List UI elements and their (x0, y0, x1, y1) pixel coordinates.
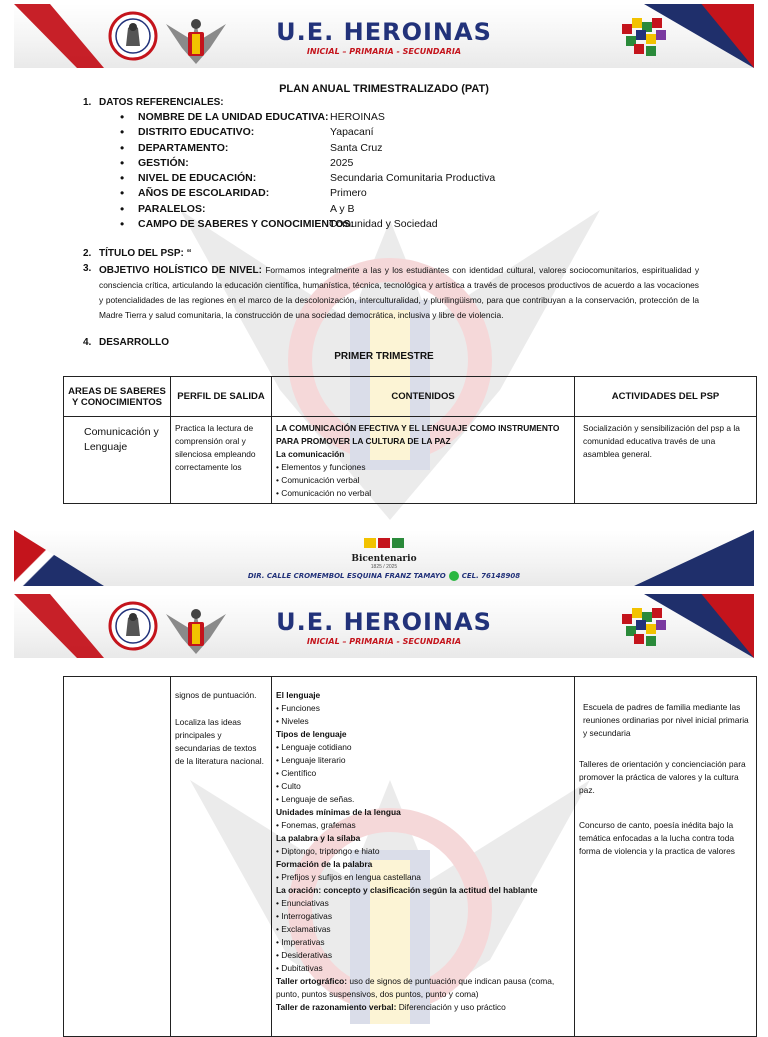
contenidos-cell (272, 677, 575, 1037)
list-item: • Niveles (276, 715, 570, 728)
trimester-title: PRIMER TRIMESTRE (334, 351, 434, 362)
section-objetivo-number (83, 263, 99, 274)
list-item: • Enunciativas (276, 897, 570, 910)
section-title: OBJETIVO HOLÍSTICO DE NIVEL: (99, 265, 262, 276)
contenido-heading: Taller ortográfico: (276, 976, 348, 986)
list-item: • Imperativas (276, 936, 570, 949)
field-label: DISTRITO EDUCATIVO: (138, 126, 255, 139)
table-row (64, 417, 757, 504)
list-item: • Diptongo, triptongo e hiato (276, 845, 570, 858)
school-name: U.E. HEROINAS (276, 18, 492, 46)
footer-banner (0, 530, 768, 586)
area-cell-empty (64, 677, 171, 1037)
field-value: Yapacaní (330, 126, 374, 139)
field-value: A y B (330, 202, 355, 215)
field-label: DEPARTAMENTO: (138, 141, 229, 154)
section-title: DESARROLLO (99, 337, 169, 348)
list-item: • Lenguaje literario (276, 754, 570, 767)
list-item: • Exclamativas (276, 923, 570, 936)
list-item: • Desiderativas (276, 949, 570, 962)
header-actividades: ACTIVIDADES DEL PSP (575, 377, 757, 417)
header-banner-page2 (0, 594, 768, 664)
phone-text: CEL. 76148908 (461, 572, 521, 580)
contenido-heading: La palabra y la sílaba (276, 833, 361, 843)
field-label: NIVEL DE EDUCACIÓN: (138, 172, 257, 185)
section-titulo-psp (83, 248, 192, 259)
table-header-row (64, 377, 757, 417)
list-item: • Fonemas, grafemas (276, 819, 570, 832)
bicentenario-200-icon (362, 537, 406, 549)
section-datos-referenciales (83, 97, 224, 108)
field-value: Secundaria Comunitaria Productiva (330, 172, 496, 185)
taller-razonamiento (276, 1001, 570, 1014)
field-label: PARALELOS: (138, 202, 206, 215)
taller-ortografico (276, 975, 570, 1001)
plan-table (63, 376, 757, 504)
list-item: • Culto (276, 780, 570, 793)
list-item: • Comunicación no verbal (276, 487, 570, 500)
actividad-text: Talleres de orientación y concienciación para promover la práctica de valores y la cultura paz. (579, 759, 746, 795)
plan-table-continued (63, 676, 757, 1037)
contenido-heading: Unidades mínimas de la lengua (276, 807, 401, 817)
plurinational-emblem-icon (616, 604, 672, 652)
area-cell: Comunicación y Lenguaje (64, 417, 171, 504)
header-contenidos: CONTENIDOS (272, 377, 575, 417)
perfil-cell: Practica la lectura de comprensión oral y silenciosa empleando correctamente los (171, 417, 272, 504)
actividad-cell: Socialización y sensibilización del psp a la comunidad educativa través de una asamblea general. (575, 417, 757, 504)
school-name: U.E. HEROINAS (276, 608, 492, 636)
table-row (64, 677, 757, 1037)
address-text: DIR. CALLE CROMEMBOL ESQUINA FRANZ TAMAYO (247, 572, 446, 580)
list-item: • Lenguaje de señas. (276, 793, 570, 806)
whatsapp-icon (449, 571, 459, 581)
field-label: CAMPO DE SABERES Y CONOCIMIENTOS: (138, 218, 354, 231)
document-title: PLAN ANUAL TRIMESTRALIZADO (PAT) (279, 83, 489, 95)
field-label: GESTIÓN: (138, 156, 189, 169)
bicentenario-text: Bicentenario (351, 554, 417, 564)
contenido-title: LA COMUNICACIÓN EFECTIVA Y EL LENGUAJE COMO INSTRUMENTO PARA PROMOVER LA CULTURA DE LA PAZ (276, 423, 560, 446)
field-value: Comunidad y Sociedad (329, 218, 438, 231)
contenidos-cell (272, 417, 575, 504)
field-value: HEROINAS (330, 111, 385, 123)
taller-text: Diferenciación y uso práctico (396, 1002, 506, 1012)
objetivo-holistico (99, 263, 699, 323)
contenido-heading: Taller de razonamiento verbal: (276, 1002, 397, 1012)
field-value: 2025 (330, 156, 354, 169)
field-value: Santa Cruz (330, 141, 383, 154)
header-areas: AREAS DE SABERES Y CONOCIMIENTOS (64, 377, 171, 417)
list-item: • Comunicación verbal (276, 474, 570, 487)
contenido-heading: La oración: concepto y clasificación según la actitud del hablante (276, 885, 538, 895)
plurinational-emblem-icon (616, 14, 672, 62)
actividad-text: Concurso de canto, poesía inédita bajo la temática enfocadas a la lucha contra toda forma de violencia y la practica de valores (579, 820, 735, 856)
field-label: AÑOS DE ESCOLARIDAD: (138, 187, 270, 200)
contenido-heading: Formación de la palabra (276, 859, 373, 869)
list-item: • Prefijos y sufijos en lengua castellana (276, 871, 570, 884)
footer-address (0, 571, 768, 581)
bicentenario-years: 1825 / 2025 (370, 564, 398, 570)
header-perfil: PERFIL DE SALIDA (171, 377, 272, 417)
school-levels: INICIAL – PRIMARIA - SECUNDARIA (306, 637, 462, 646)
taller-text: uso de signos de puntuación que indican pausa (coma, punto, puntos suspensivos, dos puntos, punto y coma) (276, 976, 555, 999)
contenido-heading: El lenguaje (276, 690, 321, 700)
list-item: • Dubitativas (276, 962, 570, 975)
perfil-cell (171, 677, 272, 1037)
field-label: NOMBRE DE LA UNIDAD EDUCATIVA: (138, 111, 329, 123)
field-value: Primero (330, 187, 367, 200)
contenido-subtitle: La comunicación (276, 449, 345, 459)
list-item: • Interrogativas (276, 910, 570, 923)
perfil-text: Localiza las ideas principales y secundarias de textos de la literatura nacional. (175, 717, 264, 766)
list-item: • Funciones (276, 702, 570, 715)
section-desarrollo (83, 337, 169, 348)
list-item: • Científico (276, 767, 570, 780)
list-item: • Lenguaje cotidiano (276, 741, 570, 754)
section-title: DATOS REFERENCIALES: (99, 97, 224, 108)
contenido-heading: Tipos de lenguaje (276, 729, 347, 739)
school-levels: INICIAL – PRIMARIA - SECUNDARIA (306, 47, 462, 56)
objetivo-text: Formamos integralmente a las y los estudiantes con identidad cultural, valores sociocomunitarios, espiritualidad y consciencia crítica, articulando la educación científica, humanística, técnica, tecnológica y artística a través de procesos productivos de acuerdo a las vocaciones y potencialidades de las regiones en el marco de la descolonización, interculturalidad, y plurilingüismo, para que contribuyan a la conservación, protección de la Madre Tierra y salud comunitaria, la construcción de una sociedad democrática, inclusiva y libre de violencia. (99, 265, 700, 320)
bicentenario-logo (0, 536, 768, 570)
section-number: 1. (83, 97, 92, 108)
perfil-text: signos de puntuación. (175, 690, 257, 700)
actividad-text: Escuela de padres de familia mediante las reuniones ordinarias por nivel inicial primaria y secundaria (583, 702, 749, 738)
section-number: 4. (83, 337, 92, 348)
section-number: 2. (83, 248, 92, 259)
section-number: 3. (83, 263, 92, 274)
header-banner (0, 4, 768, 74)
section-title: TÍTULO DEL PSP: “ (99, 248, 192, 259)
list-item: • Elementos y funciones (276, 461, 570, 474)
actividades-cell (575, 677, 757, 1037)
